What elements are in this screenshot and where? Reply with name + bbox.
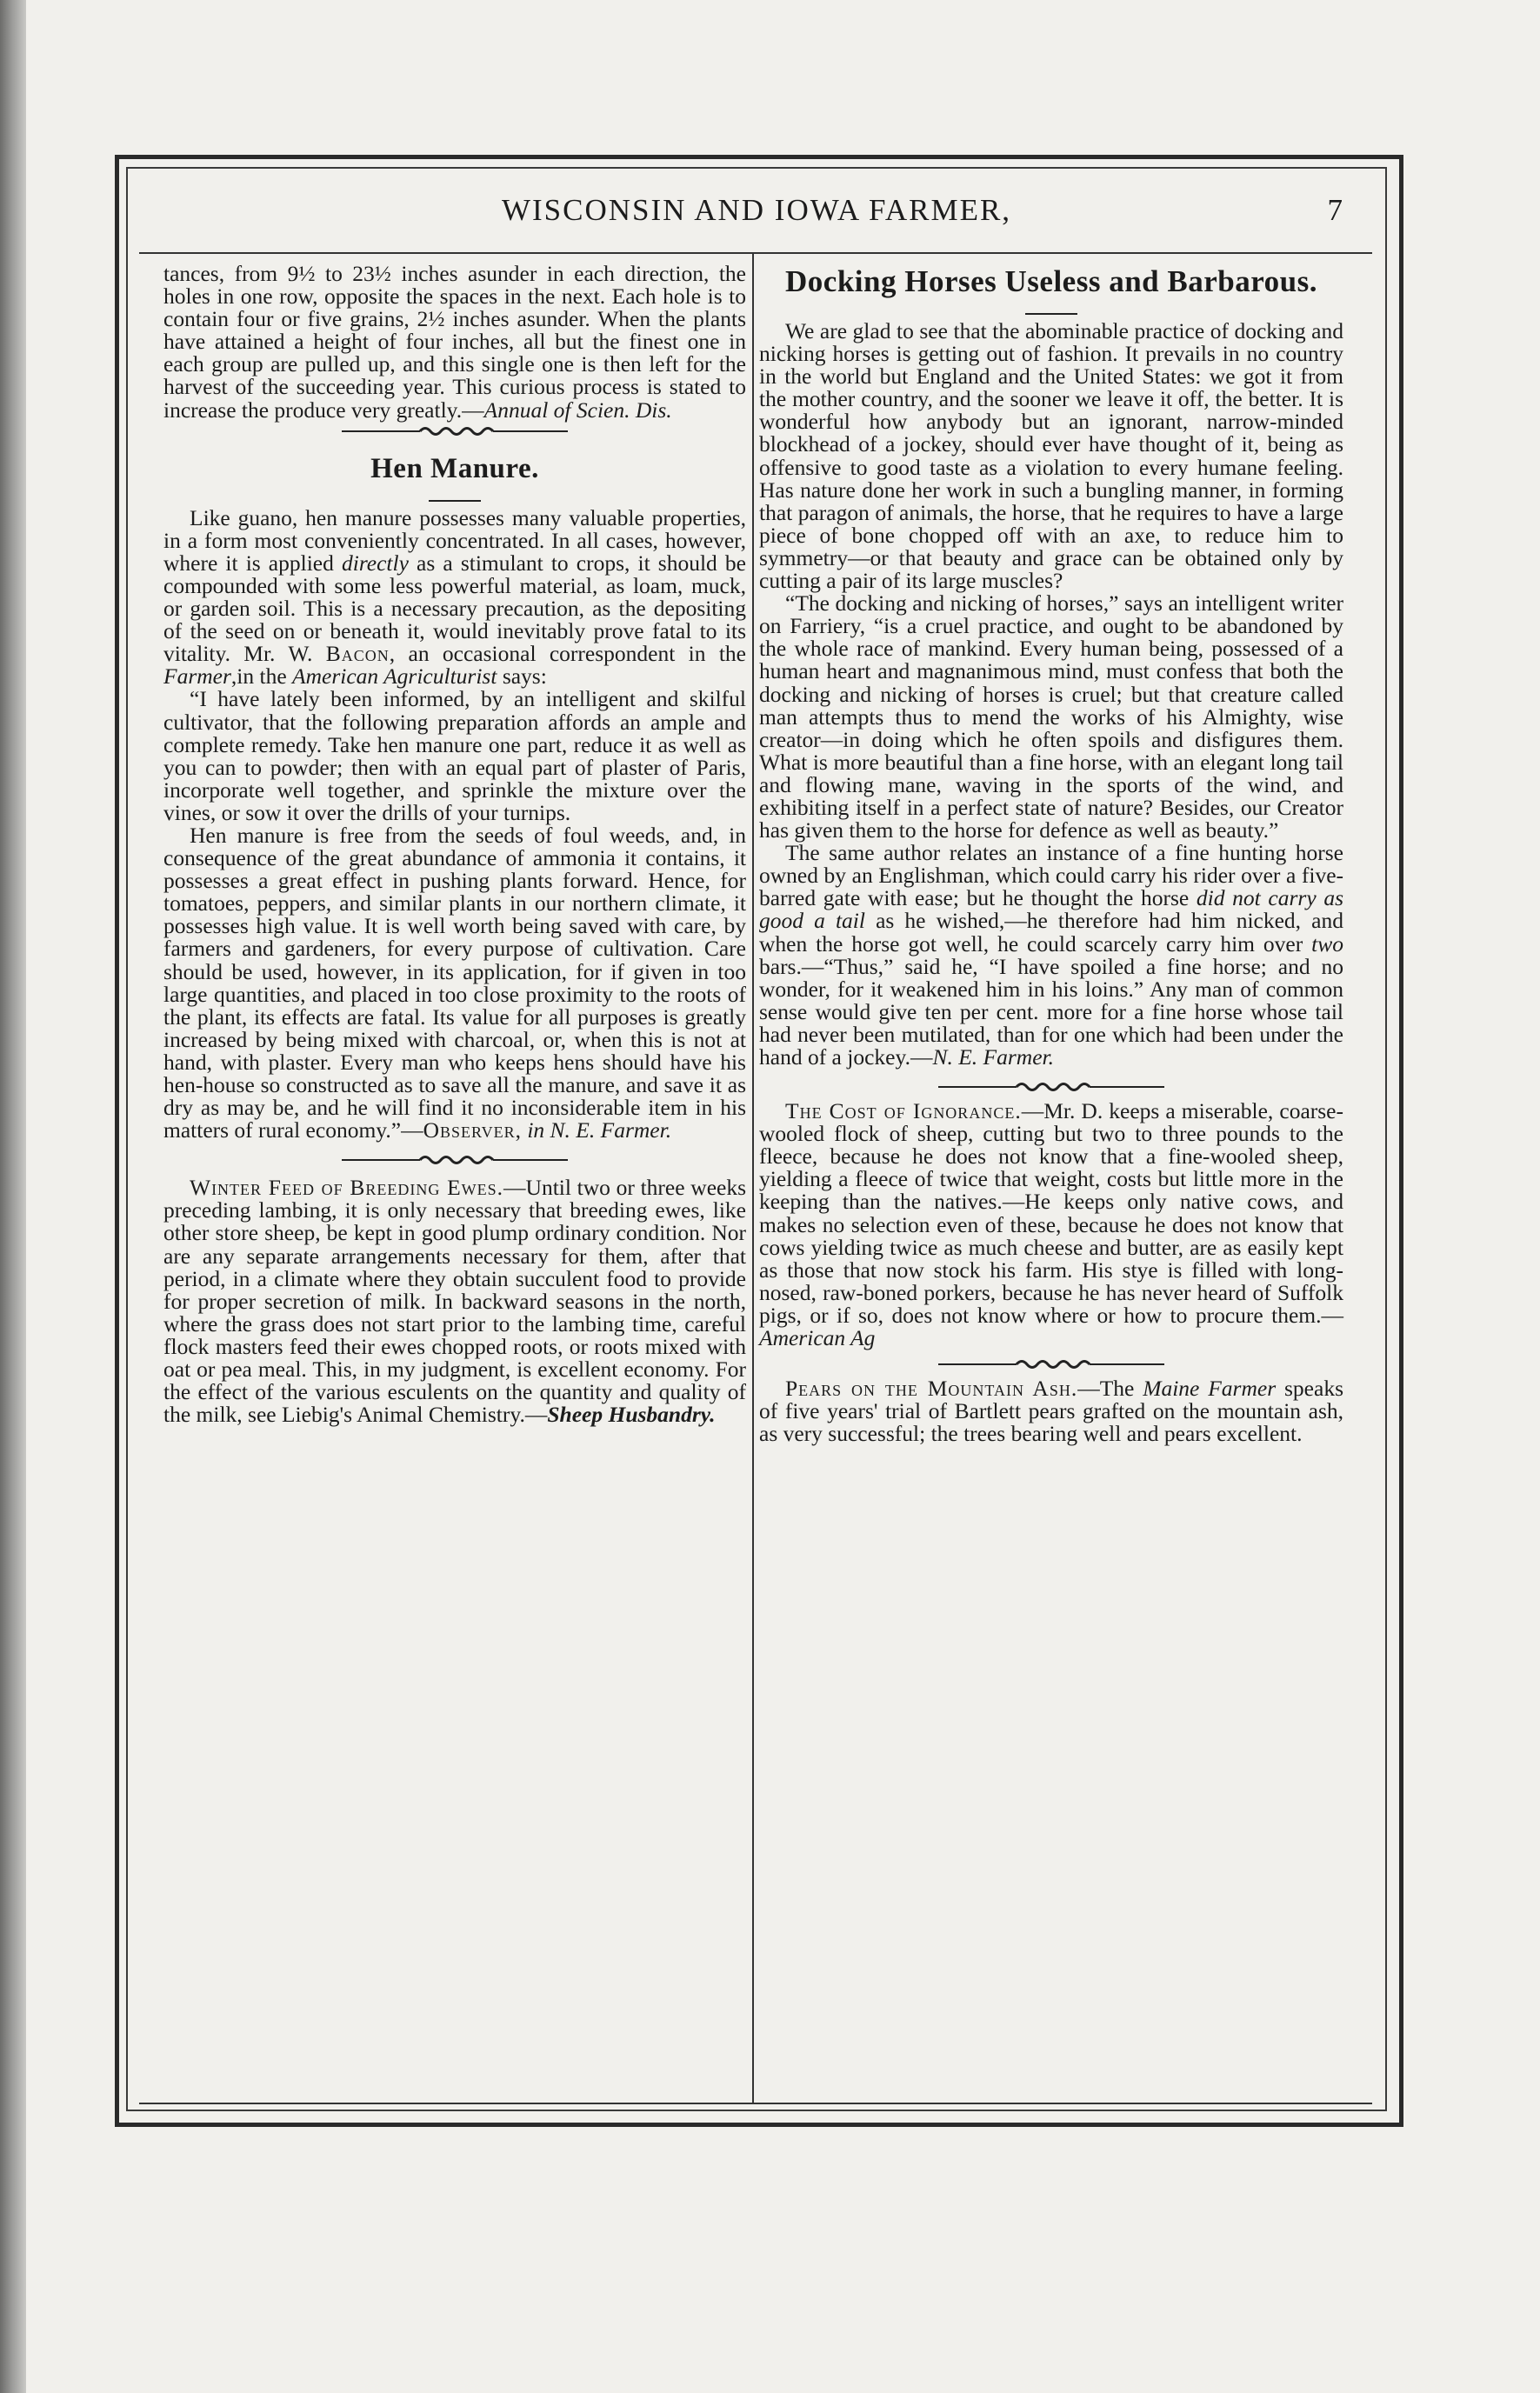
ornamental-separator xyxy=(163,422,746,444)
column-rule xyxy=(752,254,754,2103)
text-run: —Mr. D. keeps a miserable, coarse-wooled flock of sheep, cutting but two to three pounds to the fleece, because he does not know that a fine-wooled sheep, yielding a fleece of twice that weight, costs but little more in the keeping than the natives.—He keeps only native cows, and makes no selection even of these, because he does not know that cows yielding twice as much cheese and butter, are as easily kept as those that now stock his farm. His stye is filled with long-nosed, raw-boned porkers, because he has never heard of Suffolk pigs, or if so, does not know where or how to procure them.— xyxy=(759,1098,1343,1328)
hen-manure-paragraph-1 xyxy=(163,504,746,690)
item-lead: Pears on the Mountain Ash. xyxy=(785,1376,1078,1402)
docking-paragraph-3 xyxy=(759,842,1343,1069)
pears-paragraph xyxy=(759,1377,1343,1445)
source-credit: Annual of Scien. Dis. xyxy=(483,397,672,423)
right-column xyxy=(759,263,1343,1445)
person-name: Bacon xyxy=(325,641,390,667)
hen-manure-paragraph-3 xyxy=(163,824,746,1142)
emphasis: two xyxy=(1311,930,1343,957)
item-lead: The Cost of Ignorance. xyxy=(785,1098,1022,1124)
article-title-hen-manure: Hen Manure. xyxy=(370,452,539,484)
source-credit: Sheep Husbandry. xyxy=(547,1402,716,1428)
text-run: —Until two or three weeks preceding lambing, it is only necessary that breeding ewes, like other store sheep, be kept in good plump ordinary condition. Nor are any separate arrangements necessary for them, after that period, in a climate where they obtain succulent food to provide for proper secretion of milk. In backward seasons in the north, where the grass does not start prior to the lambing time, careful flock masters feed their ewes chopped roots, or roots mixed with oat or pea meal. This, in my judgment, is excellent economy. For the effect of the various esculents on the quantity and quality of the milk, see Liebig's Animal Chemistry.— xyxy=(163,1175,746,1428)
left-column xyxy=(163,263,746,1426)
emphasis: did not carry as good a tail xyxy=(759,885,1343,934)
footer-rule xyxy=(139,2103,1372,2104)
ornamental-separator xyxy=(759,1355,1343,1377)
text-run: ,in the xyxy=(230,663,293,690)
text-run: Like guano, hen manure possesses many valuable properties, in a form most conveniently concentrated. In all cases, however, where it is applied xyxy=(163,504,746,576)
running-head-title: WISCONSIN AND IOWA FARMER, xyxy=(501,193,1012,227)
publication-name: Farmer xyxy=(163,663,231,690)
title-dash xyxy=(163,490,746,507)
ornamental-separator xyxy=(163,1150,746,1173)
hen-manure-paragraph-2: “I have lately been informed, by an intelligent and skilful cultivator, that the following preparation affords an ample and complete remedy. Take hen manure one part, reduce it as well as you can to powder; then with an equal part of plaster of Paris, incorporate well together, and sprinkle the mixture over the vines, or sow it over the drills of your turnips. xyxy=(163,686,746,825)
text-run: as a stimulant to crops, it should be compounded with some less powerful material, as loam, muck, or garden soil. This is a necessary precaution, as the depositing of the seed on or beneath it, would inevitably prove fatal to its vitality. Mr. W. xyxy=(163,550,746,667)
continued-text: tances, from 9½ to 23½ inches asunder in each direction, the holes in one row, opposite the spaces in the next. Each hole is to contain four or five grains, 2½ inches asunder. When the plants have attained a height of four inches, all but the finest one in each group are pulled up, and this single one is then left for the harvest of the succeeding year. This curious process is stated to increase the produce very greatly.— xyxy=(163,261,746,423)
page-number: 7 xyxy=(1327,193,1343,227)
source-credit: American Ag xyxy=(759,1325,876,1351)
publication-name: American Agriculturist xyxy=(292,663,497,690)
article-title-docking-horses: Docking Horses Useless and Barbarous. xyxy=(785,264,1317,298)
text-run: The same author relates an instance of a fine hunting horse owned by an Englishman, which could carry his rider over a five-barred gate with ease; but he thought the horse xyxy=(759,840,1343,911)
ornamental-separator xyxy=(759,1077,1343,1100)
text-run: as he wished,—he therefore had him nicked, and when the horse got well, he could scarcely carry him over xyxy=(759,908,1343,957)
text-run: Hen manure is free from the seeds of foul weeds, and, in consequence of the great abundance of ammonia it contains, it possesses a great effect in pushing plants forward. Hence, for tomatoes, peppers, and similar plants in our northern climate, it possesses high value. It is well worth being saved with care, by farmers and gardeners, for every purpose of cultivation. Care should be used, however, in its application, for if given in too large quantities, and placed in too close proximity to the roots of the plant, its effects are fatal. Its value for all purposes is greatly increased by being mixed with charcoal, or, when this is not at hand, with plaster. Every man who keeps hens should have his hen-house so constructed as to save all the manure, and save it as dry as may be, and he will find it no inconsiderable item in his matters of rural economy.”— xyxy=(163,822,746,1143)
docking-paragraph-1: We are glad to see that the abominable practice of docking and nicking horses is getting out of fashion. It prevails in no country in the world but England and the United States: we got it from the mother country, and the sooner we leave it off, the better. It is wonderful how anybody but an ignorant, narrow-minded blockhead of a jockey, should ever have thought of it, being as offensive to good taste as a violation to every humane feeling. Has nature done her work in such a bungling manner, in forming that paragon of animals, the horse, that he requires to have a large piece of bone chopped off with an axe, to reduce him to symmetry—or that beauty and grace can be obtained only by cutting a pair of its large muscles? xyxy=(759,318,1343,594)
ignorance-paragraph xyxy=(759,1100,1343,1350)
text-run: bars.—“Thus,” said he, “I have spoiled a fine horse; and no wonder, for it weakened him in his loins.” Any man of common sense would give ten per cent. more for a fine horse whose tail had never been mutilated, than for one which had been under the hand of a jockey.— xyxy=(759,953,1343,1070)
emphasis: directly xyxy=(341,550,409,576)
title-dash xyxy=(759,303,1343,320)
source-credit: in N. E. Farmer. xyxy=(527,1117,672,1143)
signature: Observer, xyxy=(423,1117,522,1143)
binding-shadow xyxy=(0,0,26,2393)
publication-name: Maine Farmer xyxy=(1143,1376,1277,1402)
text-run: says: xyxy=(497,663,547,690)
text-run: speaks of five years' trial of Bartlett pears grafted on the mountain ash, as very successful; the trees bearing well and pears excellent. xyxy=(759,1376,1343,1447)
continued-paragraph xyxy=(163,263,746,422)
text-run: —The xyxy=(1077,1376,1143,1402)
text-run: , an occasional correspondent in the xyxy=(389,641,746,667)
source-credit: N. E. Farmer. xyxy=(932,1044,1054,1070)
docking-paragraph-2: “The docking and nicking of horses,” says an intelligent writer on Farriery, “is a cruel practice, and ought to be abandoned by the whole race of mankind. Every human being, possessed of a human heart and magnanimous mind, must confess that both the docking and nicking of horses is cruel; but that creature called man attempts thus to mend the works of his Almighty, wise creator—in doing which he often spoils and disfigures them. What is more beautiful than a fine horse, with an elegant long tail and flowing mane, waving in the sports of the wind, and exhibiting itself in a perfect state of nature? Besides, our Creator has given them to the horse for defence as well as beauty.” xyxy=(759,590,1343,843)
running-head xyxy=(139,193,1374,235)
item-lead: Winter Feed of Breeding Ewes. xyxy=(190,1175,504,1201)
header-rule xyxy=(139,252,1372,254)
winter-feed-paragraph xyxy=(163,1177,746,1426)
